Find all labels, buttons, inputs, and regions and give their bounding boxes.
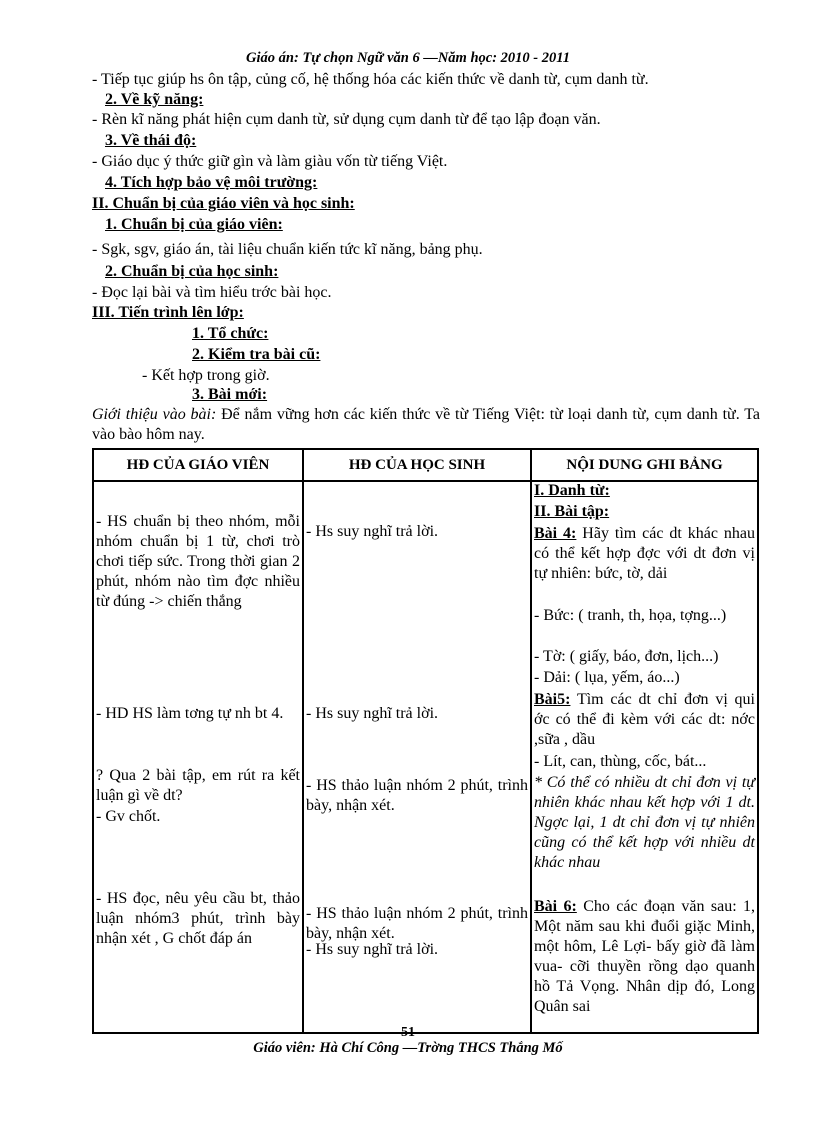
exercise-4-answer-buc: - Bức: ( tranh, th, họa, tợng...) (534, 607, 727, 624)
teacher-activity-2: - HD HS làm tơng tự nh bt 4. (96, 705, 284, 722)
exercise-5-label: Bài5: (534, 691, 571, 708)
teacher-prep-text: - Sgk, sgv, giáo án, tài liệu chuẩn kiến tức kĩ năng, bảng phụ. (92, 241, 483, 258)
old-lesson-check-text: - Kết hợp trong giờ. (142, 367, 270, 384)
heading-process: III. Tiến trình lên lớp: (92, 304, 244, 321)
student-activity-1: - Hs suy nghĩ trả lời. (306, 523, 439, 540)
exercise-4 (532, 524, 757, 584)
teacher-activity-cell (93, 481, 303, 1033)
objective-knowledge-text: - Tiếp tục giúp hs ôn tập, củng cố, hệ thống hóa các kiến thức về danh từ, cụm danh từ. (92, 71, 649, 88)
introduction-label: Giới thiệu vào bài: (92, 406, 217, 423)
teacher-activity-4: - Gv chốt. (96, 808, 161, 825)
attitude-text: - Giáo dục ý thức giữ gìn và làm giàu vốn từ tiếng Việt. (92, 153, 448, 170)
skills-text: - Rèn kĩ năng phát hiện cụm danh từ, sử dụng cụm danh từ để tạo lập đoạn văn. (92, 111, 601, 128)
teacher-activity-1: - HS chuẩn bị theo nhóm, mỗi nhóm chuẩn bị 1 từ, chơi trò chơi tiếp sức. Trong thời gian 2 phút, nhóm nào tìm đợc nhiều từ đúng -> chiến thắng (96, 513, 300, 610)
introduction-text: Để nắm vững hơn các kiến thức về từ Tiếng Việt: từ loại danh từ, cụm danh từ. Ta vào bào hôm nay. (92, 406, 760, 443)
student-prep-text: - Đọc lại bài và tìm hiểu trớc bài học. (92, 284, 332, 301)
heading-preparation: II. Chuẩn bị của giáo viên và học sinh: (92, 195, 355, 212)
heading-old-lesson-check: 2. Kiểm tra bài cũ: (192, 346, 321, 363)
exercise-4-label: Bài 4: (534, 525, 577, 542)
heading-environment: 4. Tích hợp bảo vệ môi trường: (105, 174, 318, 191)
column-header-board-content: NỘI DUNG GHI BẢNG (531, 449, 758, 481)
section-exercises-heading: II. Bài tập: (534, 503, 610, 520)
heading-student-prep: 2. Chuẩn bị của học sinh: (105, 263, 279, 280)
table-header-row (93, 449, 758, 481)
board-content-cell (531, 481, 758, 1033)
lesson-activity-table (92, 448, 759, 1034)
heading-organization: 1. Tổ chức: (192, 325, 269, 342)
student-activity-cell (303, 481, 531, 1033)
teacher-activity-3: ? Qua 2 bài tập, em rút ra kết luận gì về dt? (96, 767, 300, 804)
heading-skills: 2. Về kỹ năng: (105, 91, 204, 108)
exercise-4-answer-to: - Tờ: ( giấy, báo, đơn, lịch...) (534, 648, 719, 665)
teacher-activity-5: - HS đọc, nêu yêu cầu bt, thảo luận nhóm3 phút, trình bày nhận xét , G chốt đáp án (96, 890, 300, 947)
exercise-4-answer-dai: - Dải: ( lụa, yếm, áo...) (534, 669, 680, 686)
exercise-5 (532, 690, 757, 750)
student-activity-2: - Hs suy nghĩ trả lời. (306, 705, 439, 722)
page-header: Giáo án: Tự chọn Ngữ văn 6 —Năm học: 2010 - 2011 (246, 50, 570, 66)
exercise-5-text: Tìm các dt chỉ đơn vị qui ớc có thể đi kèm với các dt: nớc ,sữa , dầu (534, 691, 755, 748)
exercise-5-answer: - Lít, can, thùng, cốc, bát... (534, 753, 707, 770)
column-header-student: HĐ CỦA HỌC SINH (303, 449, 531, 481)
heading-teacher-prep: 1. Chuẩn bị của giáo viên: (105, 216, 283, 233)
student-activity-5: - Hs suy nghĩ trả lời. (306, 941, 439, 958)
table-row (93, 481, 758, 1033)
heading-new-lesson: 3. Bài mới: (192, 386, 268, 403)
student-activity-4: - HS thảo luận nhóm 2 phút, trình bày, nhận xét. (306, 905, 528, 942)
exercise-4-text: Hãy tìm các dt khác nhau có thể kết hợp đợc với dt đơn vị tự nhiên: bức, tờ, dải (534, 525, 755, 582)
introduction-paragraph (92, 405, 760, 445)
student-activity-3: - HS thảo luận nhóm 2 phút, trình bày, nhận xét. (306, 777, 528, 814)
page-number: 51 (401, 1025, 415, 1040)
section-nouns-heading: I. Danh từ: (534, 482, 610, 499)
heading-attitude: 3. Về thái độ: (105, 132, 197, 149)
page-footer: Giáo viên: Hà Chí Công —Trờng THCS Thắng Mố (253, 1040, 563, 1056)
exercise-6-label: Bài 6: (534, 898, 577, 915)
column-header-teacher: HĐ CỦA GIÁO VIÊN (93, 449, 303, 481)
conclusion-note: * Có thể có nhiều dt chỉ đơn vị tự nhiên khác nhau kết hợp với 1 dt. Ngợc lại, 1 dt chỉ đơn vị tự nhiên cũng có thể kết hợp với nhiều dt khác nhau (534, 774, 755, 871)
exercise-6 (532, 897, 757, 1017)
exercise-6-text: Cho các đoạn văn sau: 1, Một năm sau khi đuổi giặc Minh, một hôm, Lê Lợi- bấy giờ đã làm vua- cỡi thuyền rồng dạo quanh hồ Tả Vọng. Nhân dịp đó, Long Quân sai (534, 898, 756, 1015)
